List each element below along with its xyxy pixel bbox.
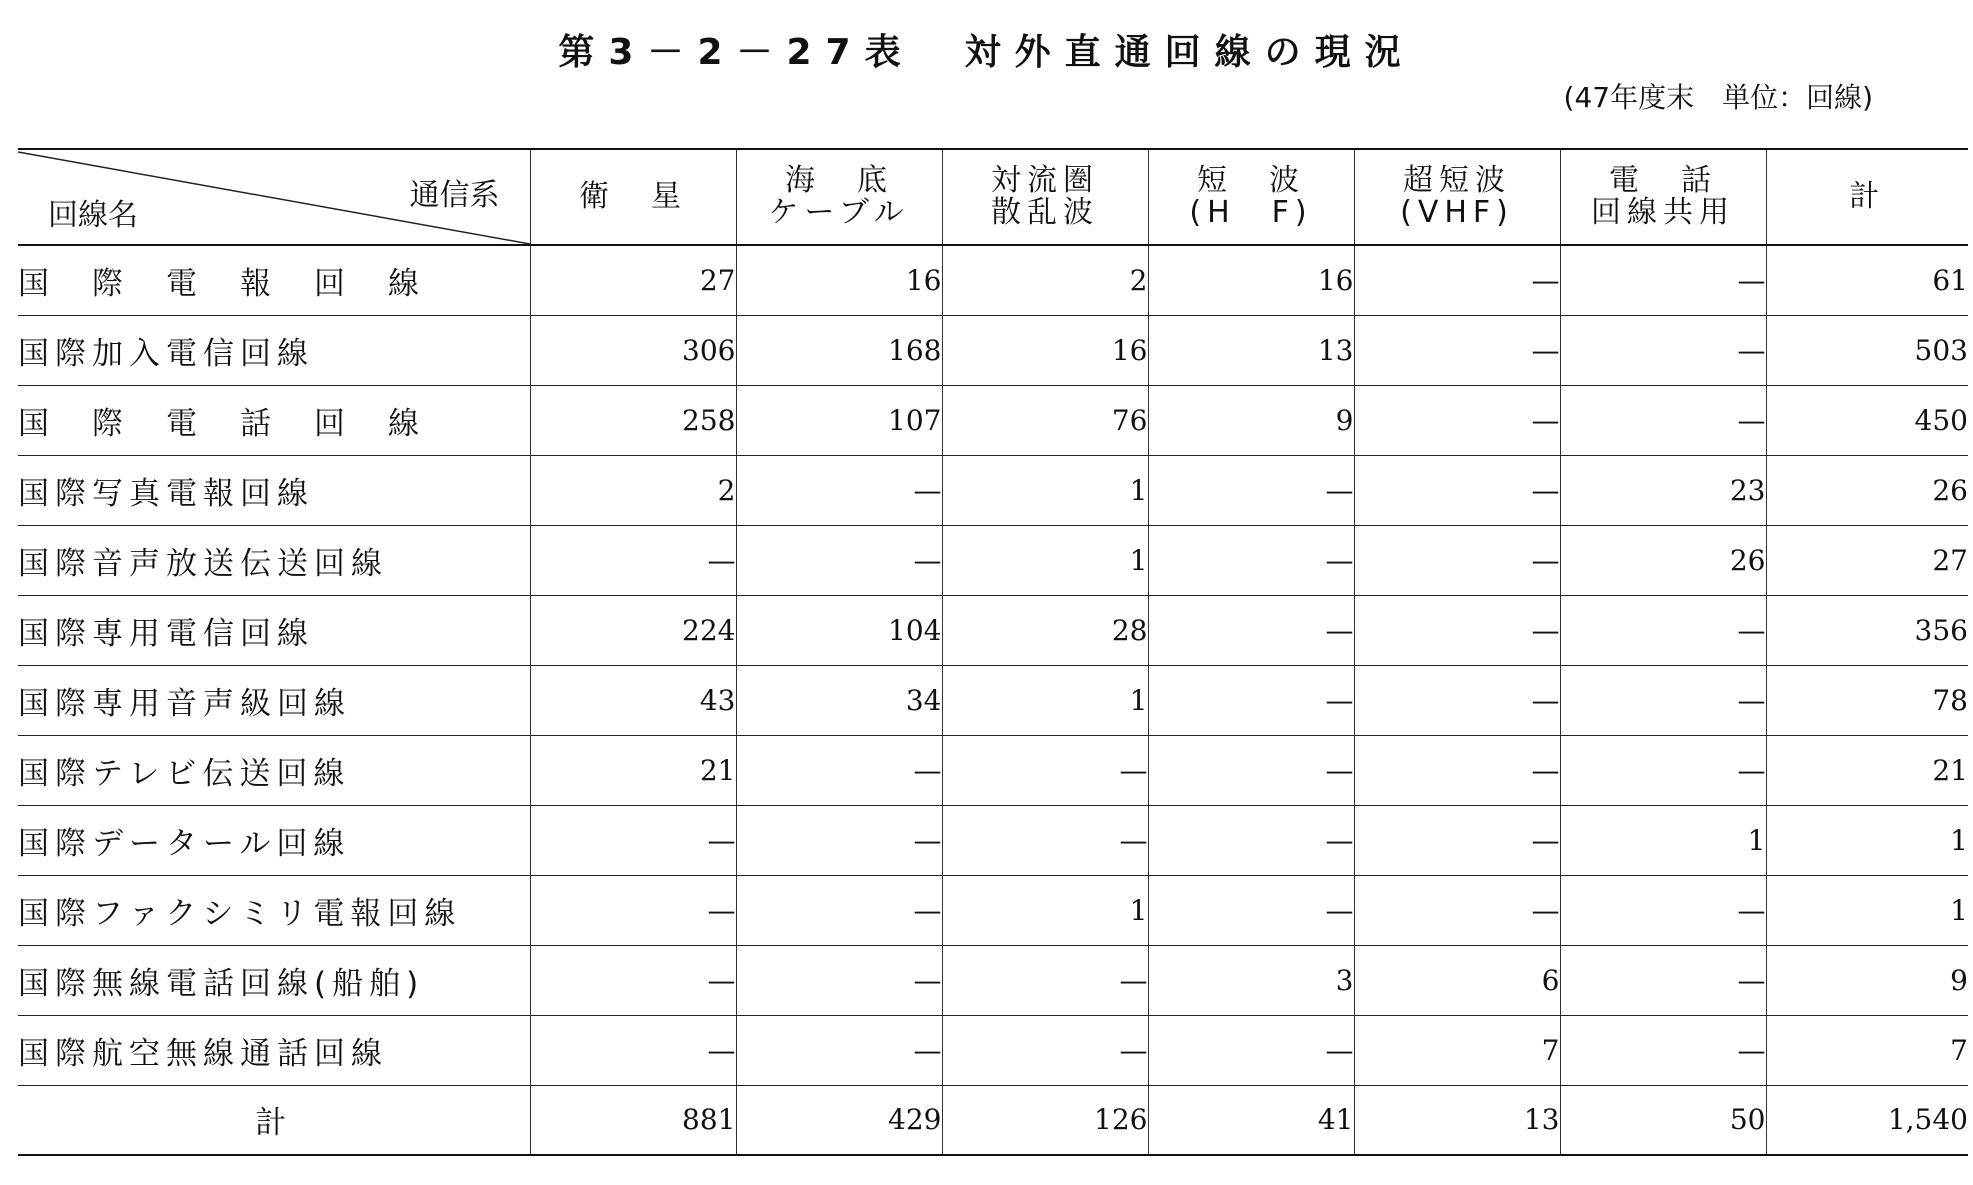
col-header xyxy=(942,149,1148,245)
circuit-name: 国際専用電信回線 xyxy=(18,595,530,665)
value-cell: 107 xyxy=(736,385,942,455)
value-cell: — xyxy=(736,455,942,525)
header-row xyxy=(18,149,1968,245)
value-cell: — xyxy=(1354,875,1560,945)
total-cell: 13 xyxy=(1354,1085,1560,1155)
value-cell: — xyxy=(1560,945,1766,1015)
value-cell: — xyxy=(1148,455,1354,525)
value-cell: 168 xyxy=(736,315,942,385)
value-cell: 1 xyxy=(1560,805,1766,875)
circuit-name: 国際テレビ伝送回線 xyxy=(18,735,530,805)
col-header xyxy=(1766,149,1968,245)
value-cell: 1 xyxy=(942,875,1148,945)
value-cell: 16 xyxy=(736,245,942,315)
value-cell: — xyxy=(1354,455,1560,525)
value-cell: — xyxy=(1354,245,1560,315)
col-header-label: ケーブル xyxy=(768,195,910,230)
total-cell: 881 xyxy=(530,1085,736,1155)
col-header-label: 計 xyxy=(1849,179,1886,214)
value-cell: 1 xyxy=(1766,875,1968,945)
value-cell: — xyxy=(942,805,1148,875)
circuit-name: 国際加入電信回線 xyxy=(18,315,530,385)
value-cell: 356 xyxy=(1766,595,1968,665)
corner-header xyxy=(18,149,530,245)
value-cell: 13 xyxy=(1148,315,1354,385)
table-title: 第3－2－27表 対外直通回線の現況 xyxy=(558,32,1415,73)
value-cell: — xyxy=(530,805,736,875)
table-row xyxy=(18,315,1968,385)
col-header-label: 海 底 xyxy=(785,163,893,198)
circuit-name: 国際航空無線通話回線 xyxy=(18,1015,530,1085)
total-cell: 126 xyxy=(942,1085,1148,1155)
circuits-table xyxy=(18,148,1968,1156)
value-cell: — xyxy=(1560,875,1766,945)
table-row xyxy=(18,525,1968,595)
value-cell: — xyxy=(942,735,1148,805)
value-cell: — xyxy=(530,875,736,945)
value-cell: 61 xyxy=(1766,245,1968,315)
circuit-name: 国 際 電 報 回 線 xyxy=(18,245,530,315)
value-cell: 16 xyxy=(1148,245,1354,315)
col-header xyxy=(530,149,736,245)
table-row xyxy=(18,385,1968,455)
corner-label-system: 通信系 xyxy=(409,178,500,213)
value-cell: — xyxy=(1354,735,1560,805)
table-row xyxy=(18,595,1968,665)
value-cell: 26 xyxy=(1766,455,1968,525)
value-cell: — xyxy=(736,805,942,875)
value-cell: 2 xyxy=(942,245,1148,315)
value-cell: 21 xyxy=(1766,735,1968,805)
col-header-label: 超短波 xyxy=(1403,163,1511,198)
col-header xyxy=(736,149,942,245)
value-cell: — xyxy=(1560,245,1766,315)
total-cell: 1,540 xyxy=(1766,1085,1968,1155)
circuit-name: 国際写真電報回線 xyxy=(18,455,530,525)
value-cell: 1 xyxy=(942,525,1148,595)
value-cell: — xyxy=(736,525,942,595)
value-cell: — xyxy=(1354,315,1560,385)
value-cell: 21 xyxy=(530,735,736,805)
value-cell: 1 xyxy=(942,455,1148,525)
col-header-label: (VHF) xyxy=(1400,195,1514,230)
value-cell: — xyxy=(1560,315,1766,385)
circuit-name: 国際データール回線 xyxy=(18,805,530,875)
col-header-label: 回線共用 xyxy=(1591,195,1735,230)
col-header-label: 電 話 xyxy=(1609,163,1717,198)
table-body xyxy=(18,245,1968,1155)
value-cell: 27 xyxy=(530,245,736,315)
value-cell: — xyxy=(1560,385,1766,455)
value-cell: — xyxy=(1354,525,1560,595)
value-cell: — xyxy=(1560,665,1766,735)
value-cell: 34 xyxy=(736,665,942,735)
col-header-label: 散乱波 xyxy=(991,195,1099,230)
col-header-label: 対流圏 xyxy=(991,163,1099,198)
value-cell: 2 xyxy=(530,455,736,525)
table-row xyxy=(18,805,1968,875)
value-cell: — xyxy=(1148,735,1354,805)
value-cell: 9 xyxy=(1766,945,1968,1015)
value-cell: — xyxy=(942,945,1148,1015)
circuit-name: 国際ファクシミリ電報回線 xyxy=(18,875,530,945)
value-cell: — xyxy=(530,945,736,1015)
value-cell: — xyxy=(1354,665,1560,735)
circuit-name: 国際音声放送伝送回線 xyxy=(18,525,530,595)
value-cell: 23 xyxy=(1560,455,1766,525)
value-cell: 76 xyxy=(942,385,1148,455)
value-cell: — xyxy=(1560,1015,1766,1085)
table-row xyxy=(18,455,1968,525)
value-cell: — xyxy=(1354,595,1560,665)
circuit-name: 国 際 電 話 回 線 xyxy=(18,385,530,455)
circuit-name: 国際専用音声級回線 xyxy=(18,665,530,735)
value-cell: 7 xyxy=(1766,1015,1968,1085)
value-cell: — xyxy=(736,1015,942,1085)
value-cell: — xyxy=(942,1015,1148,1085)
value-cell: 16 xyxy=(942,315,1148,385)
value-cell: 27 xyxy=(1766,525,1968,595)
value-cell: 503 xyxy=(1766,315,1968,385)
value-cell: 7 xyxy=(1354,1015,1560,1085)
corner-label-circuit: 回線名 xyxy=(48,198,138,233)
value-cell: — xyxy=(1148,525,1354,595)
value-cell: 78 xyxy=(1766,665,1968,735)
table-row xyxy=(18,1015,1968,1085)
table-row xyxy=(18,875,1968,945)
value-cell: — xyxy=(736,945,942,1015)
total-cell: 50 xyxy=(1560,1085,1766,1155)
value-cell: 3 xyxy=(1148,945,1354,1015)
value-cell: — xyxy=(1560,735,1766,805)
circuit-name: 国際無線電話回線(船舶) xyxy=(18,945,530,1015)
col-header xyxy=(1560,149,1766,245)
value-cell: 43 xyxy=(530,665,736,735)
value-cell: — xyxy=(530,525,736,595)
value-cell: 1 xyxy=(942,665,1148,735)
value-cell: 306 xyxy=(530,315,736,385)
col-header xyxy=(1148,149,1354,245)
value-cell: 1 xyxy=(1766,805,1968,875)
table-row xyxy=(18,735,1968,805)
value-cell: — xyxy=(1354,385,1560,455)
value-cell: — xyxy=(1148,805,1354,875)
col-header-label: 短 波 xyxy=(1197,163,1305,198)
total-label: 計 xyxy=(18,1085,530,1155)
value-cell: — xyxy=(1148,595,1354,665)
value-cell: 450 xyxy=(1766,385,1968,455)
value-cell: — xyxy=(736,735,942,805)
value-cell: 258 xyxy=(530,385,736,455)
col-header-label: 衛 星 xyxy=(579,179,687,214)
total-cell: 41 xyxy=(1148,1085,1354,1155)
value-cell: — xyxy=(1148,665,1354,735)
value-cell: 224 xyxy=(530,595,736,665)
table-row xyxy=(18,245,1968,315)
value-cell: 28 xyxy=(942,595,1148,665)
unit-note: (47年度末 単位：回線) xyxy=(1563,81,1873,114)
col-header xyxy=(1354,149,1560,245)
table-row xyxy=(18,945,1968,1015)
value-cell: 6 xyxy=(1354,945,1560,1015)
value-cell: — xyxy=(1148,1015,1354,1085)
value-cell: — xyxy=(1148,875,1354,945)
value-cell: 104 xyxy=(736,595,942,665)
total-cell: 429 xyxy=(736,1085,942,1155)
value-cell: 9 xyxy=(1148,385,1354,455)
value-cell: 26 xyxy=(1560,525,1766,595)
value-cell: — xyxy=(1560,595,1766,665)
value-cell: — xyxy=(530,1015,736,1085)
col-header-label: (H F) xyxy=(1189,195,1313,230)
value-cell: — xyxy=(1354,805,1560,875)
table-row xyxy=(18,665,1968,735)
value-cell: — xyxy=(736,875,942,945)
total-row xyxy=(18,1085,1968,1155)
